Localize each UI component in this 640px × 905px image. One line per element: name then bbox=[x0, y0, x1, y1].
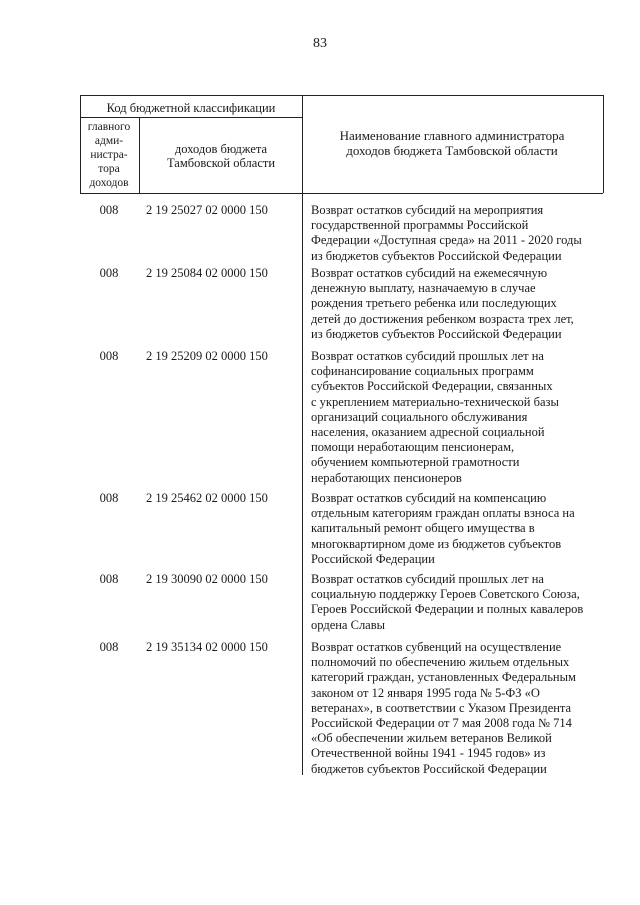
header-name-line: доходов бюджета Тамбовской области bbox=[346, 143, 558, 158]
header-admin-line: нистра- bbox=[90, 149, 128, 161]
name-line: из бюджетов субъектов Российской Федерации bbox=[311, 326, 562, 341]
name-line: Возврат остатков субсидий на мероприятия bbox=[311, 203, 544, 217]
budget-code-cell: 2 19 25084 02 0000 150 bbox=[146, 266, 268, 280]
name-line: бюджетов субъектов Российской Федерации bbox=[311, 761, 547, 776]
table-top-rule bbox=[80, 95, 603, 96]
classification-under-rule bbox=[80, 117, 302, 118]
name-line: многоквартирном доме из бюджетов субъектов bbox=[311, 536, 562, 551]
name-line: Российской Федерации от 7 мая 2008 года № 714 bbox=[311, 716, 572, 731]
code-name-divider bbox=[302, 95, 303, 775]
income-name-cell bbox=[311, 349, 603, 486]
name-line: государственной программы Российской bbox=[311, 218, 529, 233]
name-line: из бюджетов субъектов Российской Федерации bbox=[311, 248, 562, 263]
name-line: с укреплением материально-технической базы bbox=[311, 394, 559, 409]
income-name-cell bbox=[311, 491, 603, 567]
name-line: детей до достижения ребенком возраста трех лет, bbox=[311, 311, 574, 326]
budget-code-cell: 2 19 25209 02 0000 150 bbox=[146, 349, 268, 363]
name-line: Возврат остатков субвенций на осуществление bbox=[311, 640, 562, 654]
name-line: Возврат остатков субсидий прошлых лет на bbox=[311, 349, 544, 363]
name-line: субъектов Российской Федерации, связанных bbox=[311, 379, 553, 394]
income-name-cell bbox=[311, 640, 603, 777]
header-admin-line: адми- bbox=[94, 135, 124, 147]
budget-code-cell: 2 19 35134 02 0000 150 bbox=[146, 640, 268, 654]
name-line: отдельным категориям граждан оплаты взноса на bbox=[311, 506, 575, 521]
name-line: законом от 12 января 1995 года № 5-ФЗ «О bbox=[311, 685, 540, 700]
header-name-line: Наименование главного администратора bbox=[339, 128, 565, 143]
header-admin-line: главного bbox=[87, 121, 131, 133]
name-line: Федерации «Доступная среда» на 2011 - 2020 годы bbox=[311, 233, 582, 248]
income-name-cell bbox=[311, 266, 603, 342]
admin-code-cell: 008 bbox=[99, 572, 119, 586]
name-line: социальную поддержку Героев Советского Союза, bbox=[311, 587, 580, 602]
header-name bbox=[302, 128, 602, 158]
admin-code-cell: 008 bbox=[99, 203, 119, 217]
income-name-cell bbox=[311, 203, 603, 264]
header-bottom-rule bbox=[80, 193, 603, 194]
name-line: Возврат остатков субсидий прошлых лет на bbox=[311, 572, 544, 586]
name-line: Возврат остатков субсидий на компенсацию bbox=[311, 491, 547, 505]
name-line: «Об обеспечении жильем ветеранов Великой bbox=[311, 731, 552, 746]
header-admin bbox=[80, 120, 138, 190]
name-line: Возврат остатков субсидий на ежемесячную bbox=[311, 266, 548, 280]
header-income-line: Тамбовской области bbox=[166, 156, 276, 170]
income-name-cell bbox=[311, 572, 603, 633]
name-line: помощи неработающим пенсионерам, bbox=[311, 440, 515, 455]
page-number: 83 bbox=[313, 36, 327, 51]
name-line: рождения третьего ребенка или последующих bbox=[311, 296, 557, 311]
name-line: организаций социального обслуживания bbox=[311, 409, 528, 424]
name-line: ордена Славы bbox=[311, 617, 386, 632]
header-income bbox=[140, 142, 302, 170]
table-right-rule bbox=[603, 95, 604, 193]
name-line: Российской Федерации bbox=[311, 551, 435, 566]
name-line: ветеранах», в соответствии с Указом Президента bbox=[311, 700, 572, 715]
header-admin-line: тора bbox=[98, 163, 120, 175]
admin-code-cell: 008 bbox=[99, 491, 119, 505]
name-line: софинансирование социальных программ bbox=[311, 364, 534, 379]
name-line: Отечественной войны 1941 - 1945 годов» из bbox=[311, 746, 546, 761]
admin-code-cell: 008 bbox=[99, 349, 119, 363]
name-line: категорий граждан, установленных Федеральным bbox=[311, 670, 576, 685]
budget-code-cell: 2 19 30090 02 0000 150 bbox=[146, 572, 268, 586]
budget-code-cell: 2 19 25027 02 0000 150 bbox=[146, 203, 268, 217]
name-line: полномочий по обеспечению жильем отдельных bbox=[311, 655, 570, 670]
admin-code-cell: 008 bbox=[99, 640, 119, 654]
name-line: денежную выплату, назначаемую в случае bbox=[311, 281, 536, 296]
name-line: обучением компьютерной грамотности bbox=[311, 455, 520, 470]
header-income-line: доходов бюджета bbox=[174, 142, 268, 156]
name-line: капитальный ремонт общего имущества в bbox=[311, 521, 535, 536]
header-classification: Код бюджетной классификации bbox=[106, 101, 276, 115]
name-line: Героев Российской Федерации и полных кавалеров bbox=[311, 602, 584, 617]
name-line: населения, оказанием адресной социальной bbox=[311, 425, 545, 440]
name-line: неработающих пенсионеров bbox=[311, 470, 462, 485]
header-admin-line: доходов bbox=[89, 177, 129, 189]
budget-code-cell: 2 19 25462 02 0000 150 bbox=[146, 491, 268, 505]
admin-code-cell: 008 bbox=[99, 266, 119, 280]
